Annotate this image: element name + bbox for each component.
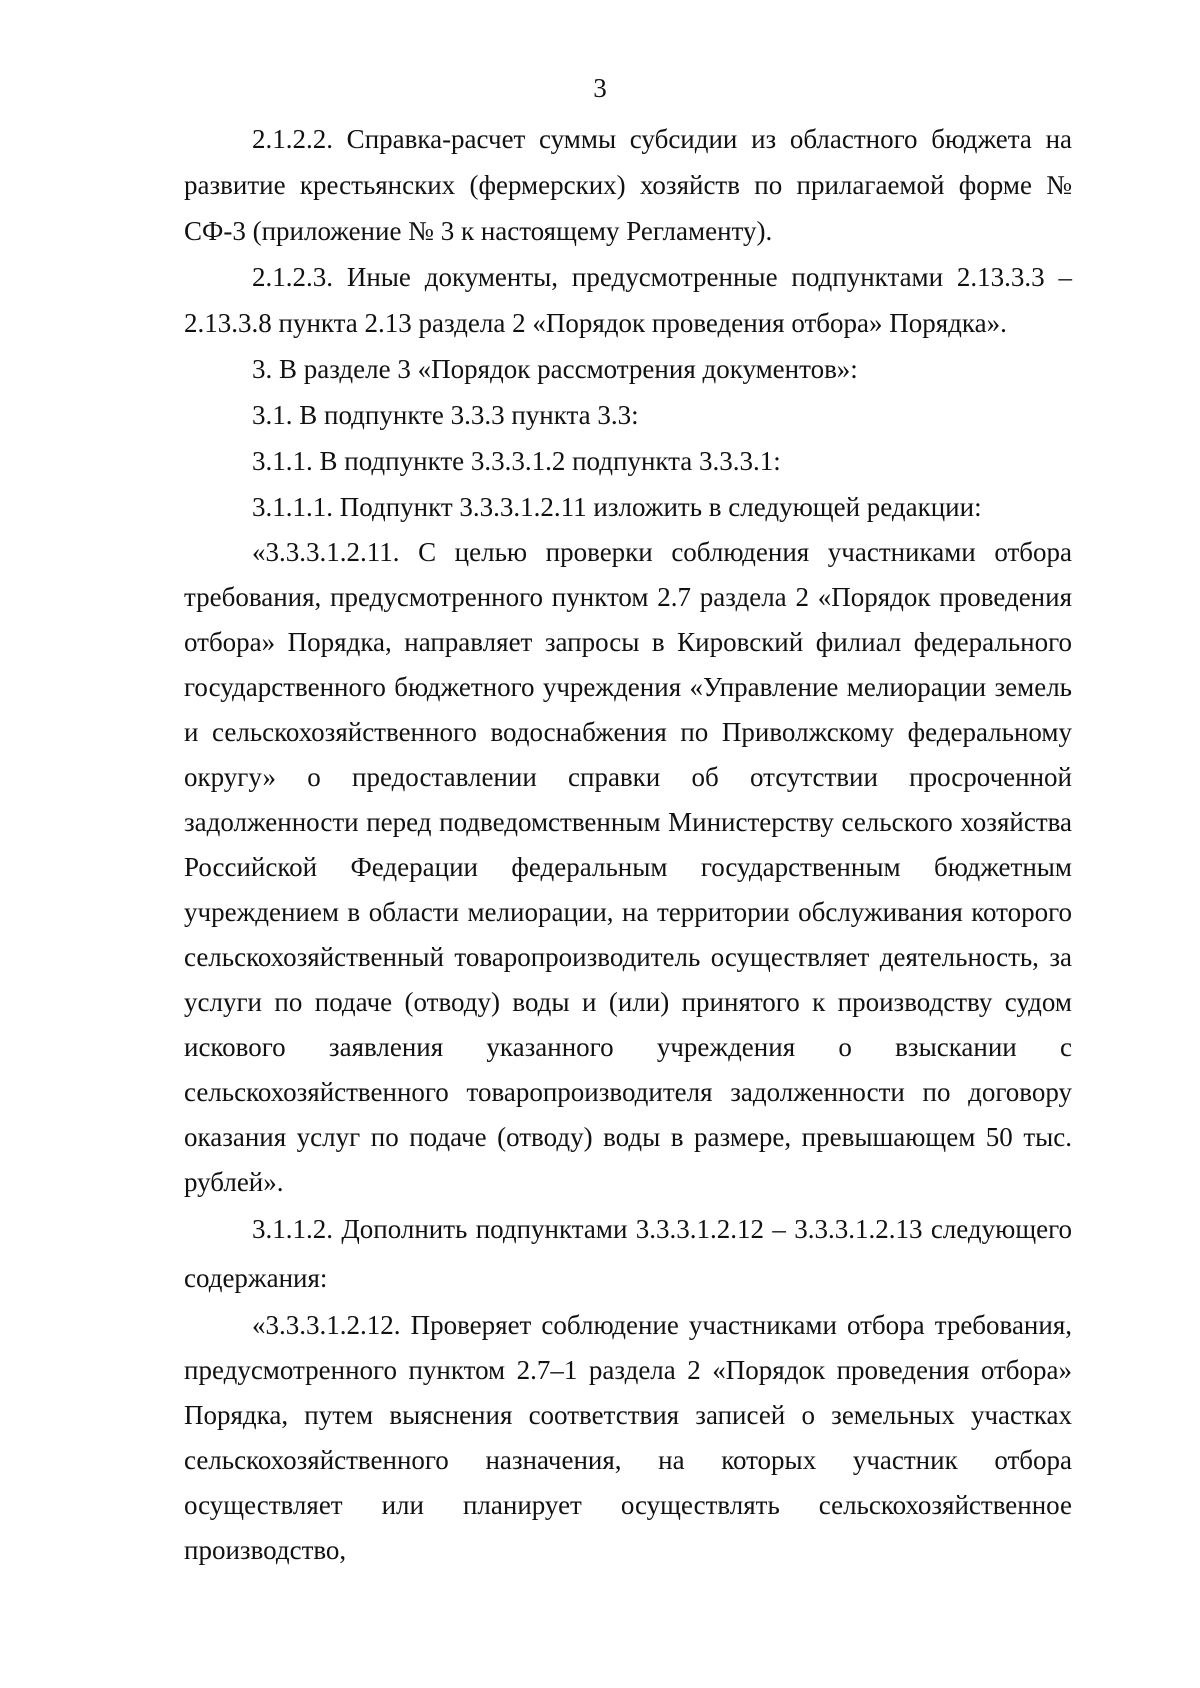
paragraph-quote-3-3-3-1-2-12: «3.3.3.1.2.12. Проверяет соблюдение участниками отбора требования, предусмотренного пунктом 2.7–1 раздела 2 «Порядок проведения отбора» Порядка, путем выяснения соответствия записей о земельных участках сельскохозяйственного назначения, на которых участник отбора осуществляет или планирует осуществлять сельскохозяйственное производство, [184,1310,1072,1565]
paragraph-quote-3-3-3-1-2-11: «3.3.3.1.2.11. С целью проверки соблюдения участниками отбора требования, предусмотренного пунктом 2.7 раздела 2 «Порядок проведения отбора» Порядка, направляет запросы в Кировский филиал федерального государственного бюджетного учреждения «Управление мелиорации земель и сельскохозяйственного водоснабжения по Приволжскому федеральному округу» о предоставлении справки об отсутствии просроченной задолженности перед подведомственным Министерству сельского хозяйства Российской Федерации федеральным государственным бюджетным учреждением в области мелиорации, на территории обслуживания которого сельскохозяйственный товаропроизводитель осуществляет деятельность, за услуги по подаче (отводу) воды и (или) принятого к производству судом искового заявления указанного учреждения о взыскании с сельскохозяйственного товаропроизводителя задолженности по договору оказания услуг по подаче (отводу) воды в размере, превышающем 50 тыс. рублей». [184,537,1072,1197]
document-body [184,116,1072,1573]
paragraph-3-1-1: 3.1.1. В подпункте 3.3.3.1.2 подпункта 3.3.3.1: [252,446,781,476]
paragraph-2-1-2-3: 2.1.2.3. Иные документы, предусмотренные подпунктами 2.13.3.3 – 2.13.3.8 пункта 2.13 раздела 2 «Порядок проведения отбора» Порядка». [184,262,1072,338]
page-number: 3 [593,73,607,103]
paragraph-3-1-1-1: 3.1.1.1. Подпункт 3.3.3.1.2.11 изложить в следующей редакции: [252,492,982,522]
paragraph-3-1: 3.1. В подпункте 3.3.3 пункта 3.3: [252,400,639,430]
paragraph-2-1-2-2: 2.1.2.2. Справка-расчет суммы субсидии из областного бюджета на развитие крестьянских (фермерских) хозяйств по прилагаемой форме № СФ-3 (приложение № 3 к настоящему Регламенту). [184,124,1072,246]
paragraph-3-1-1-2: 3.1.1.2. Дополнить подпунктами 3.3.3.1.2.12 – 3.3.3.1.2.13 следующего содержания: [184,1214,1072,1293]
paragraph-section-3: 3. В разделе 3 «Порядок рассмотрения документов»: [252,354,858,384]
